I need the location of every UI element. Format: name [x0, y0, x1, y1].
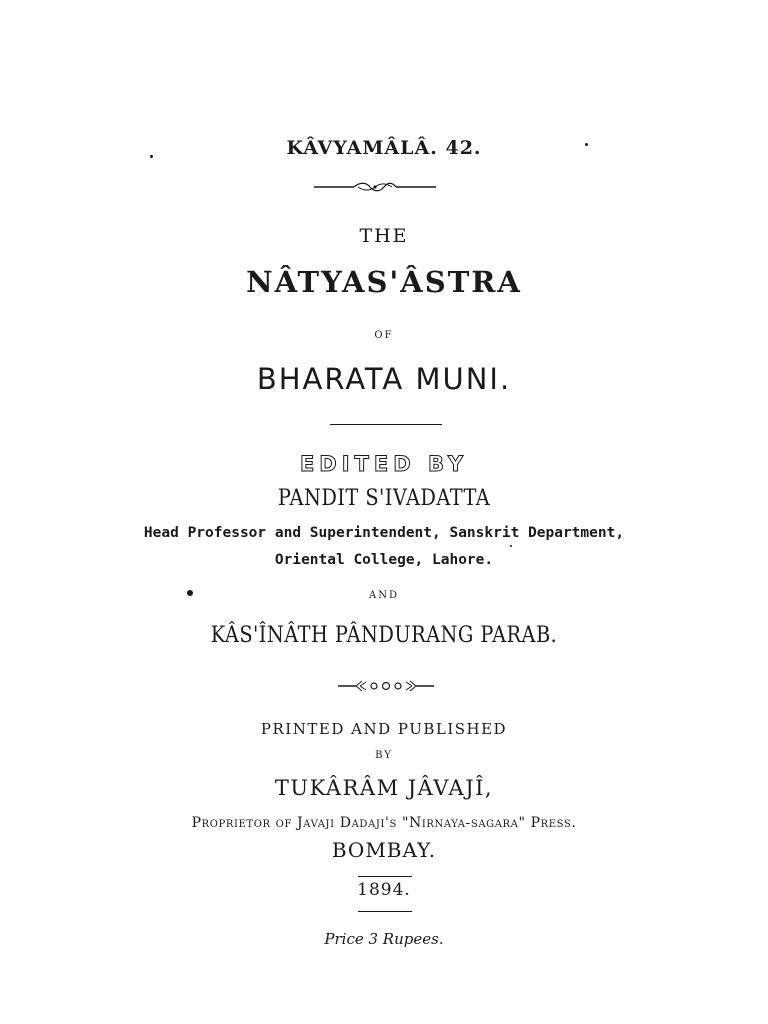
of-word: OF [374, 330, 394, 341]
by-word: BY [375, 750, 393, 761]
editor-affiliation-line-1: Head Professor and Superintendent, Sanskrit Department, [143, 525, 625, 541]
ink-speck [510, 545, 512, 547]
editor-name-1: PANDIT S'IVADATTA [277, 486, 491, 511]
ornament-divider-middle [338, 678, 434, 694]
press-line-text: Proprietor of Javaji Dadaji's "Nirnaya-sagara" Press. [191, 815, 577, 831]
publication-year: 1894. [357, 880, 411, 900]
edited-by-text: EDITED BY [299, 452, 469, 476]
book-title: NÂTYAS'ÂSTRA [246, 265, 522, 299]
printed-and-published: PRINTED AND PUBLISHED [260, 720, 508, 738]
ink-speck [187, 590, 193, 596]
city: BOMBAY. [331, 838, 437, 862]
year-rule-bottom [358, 911, 412, 912]
edited-by-heading [0, 452, 768, 476]
the-word: THE [359, 225, 409, 247]
ornament-divider-top [314, 180, 436, 194]
editor-name-2: KÂS'ÎNÂTH PÂNDURANG PARAB. [210, 623, 558, 648]
price: Price 3 Rupees. [324, 930, 444, 948]
press-line [0, 815, 768, 831]
ink-speck [585, 143, 588, 146]
year-rule-top [358, 876, 412, 877]
printer-name: TUKÂRÂM JÂVAJÎ, [274, 776, 494, 800]
editor-affiliation-line-2: Oriental College, Lahore. [274, 552, 494, 568]
book-author: BHARATA MUNI. [256, 362, 512, 396]
ink-speck [150, 155, 153, 158]
series-heading: KÂVYAMÂLÂ. 42. [286, 137, 482, 159]
and-word: AND [369, 590, 399, 601]
divider-rule [330, 424, 442, 425]
